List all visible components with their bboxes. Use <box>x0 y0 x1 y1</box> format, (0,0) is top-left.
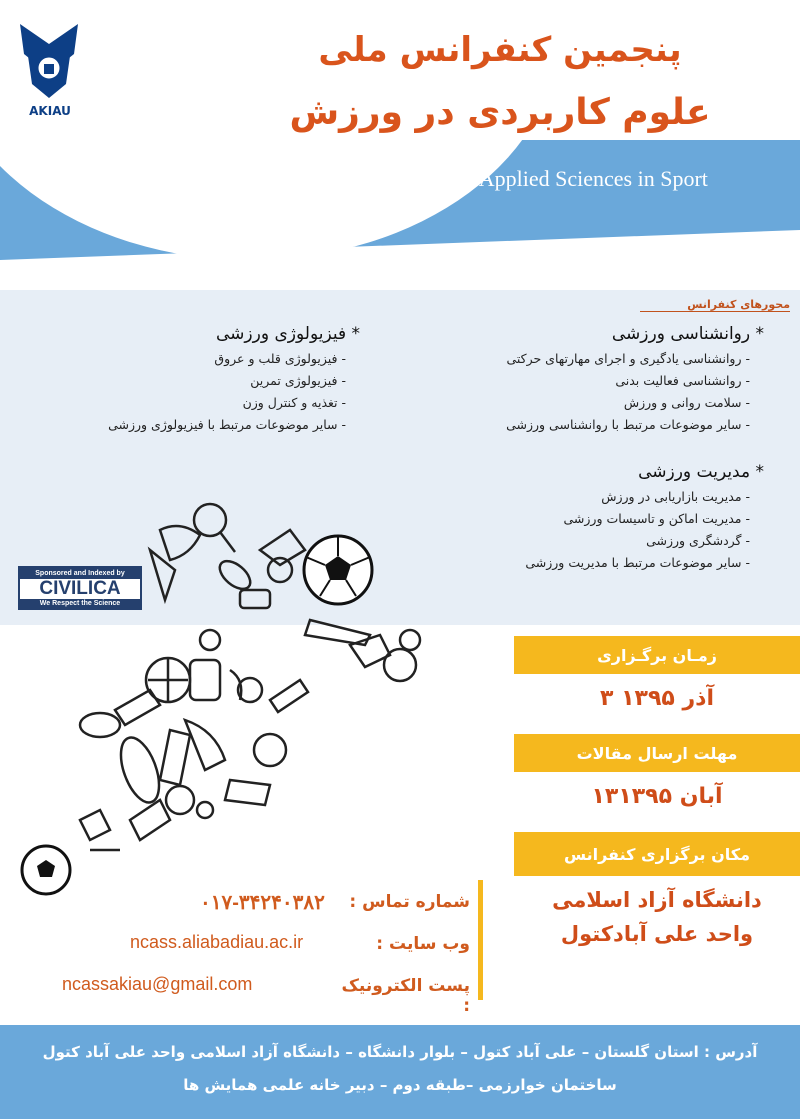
athlete-illustration <box>20 490 490 900</box>
topic-item: - مدیریت بازاریابی در ورزش <box>601 489 750 504</box>
conference-title-line1: پنجمین کنفرانس ملی <box>318 30 682 70</box>
venue-line1: دانشگاه آزاد اسلامی <box>552 888 762 912</box>
topic-item: - تغذیه و کنترل وزن <box>242 395 346 410</box>
topic-title: * فیزیولوژی ورزشی <box>216 324 360 344</box>
topic-item: - فیزیولوژی قلب و عروق <box>214 351 346 366</box>
topic-item: - سایر موضوعات مرتبط با روانشناسی ورزشی <box>506 417 750 432</box>
glove-icon <box>160 526 200 560</box>
venue-label-box <box>514 832 800 876</box>
venue-line2: واحد علی آبادکتول <box>560 922 754 946</box>
logo-text: AKIAU <box>29 104 71 118</box>
ordinal-suffix: th <box>258 125 282 150</box>
topic-item: - روانشناسی فعالیت بدنی <box>615 373 750 388</box>
rugby-ball-icon <box>113 733 166 808</box>
date-label-box <box>514 636 800 674</box>
topic-item: - سایر موضوعات مرتبط با مدیریت ورزشی <box>525 555 750 570</box>
stopwatch-icon <box>254 734 286 766</box>
civilica-tagline: We Respect the Science <box>20 599 140 608</box>
shoe-icon <box>240 590 270 608</box>
topic-physiology <box>20 324 360 436</box>
soccer-ball-icon <box>304 536 372 604</box>
phone-label: شماره تماس : <box>349 892 470 912</box>
phone-value[interactable]: ۰۱۷-۳۴۲۴۰۳۸۲ <box>200 892 325 914</box>
ice-skate-icon <box>185 720 225 770</box>
topic-title: * مدیریت ورزشی <box>638 462 764 482</box>
topic-item: - روانشناسی یادگیری و اجرای مهارتهای حرکتی <box>506 351 750 366</box>
topic-title: * روانشناسی ورزشی <box>611 324 764 344</box>
topic-item: - فیزیولوژی تمرین <box>250 373 346 388</box>
venue-label: مکان برگزاری کنفرانس <box>563 844 750 864</box>
conference-title-line2: علوم کاربردی در ورزش <box>289 92 711 133</box>
soccer-ball-icon <box>22 846 70 894</box>
date-label: زمـان برگـزاری <box>597 645 717 665</box>
address-line1: آدرس : استان گلستان – علی آباد کتول – بلوار دانشگاه – دانشگاه آزاد اسلامی واحد علی آباد کتول <box>42 1043 758 1061</box>
racket-head-icon <box>194 504 226 536</box>
football-icon <box>215 556 255 594</box>
website-link[interactable]: ncass.aliabadiau.ac.ir <box>130 932 304 952</box>
english-subtitle: National Conference of Applied Sciences in Sport <box>268 166 708 191</box>
topic-item: - سایر موضوعات مرتبط با فیزیولوژی ورزشی <box>108 417 346 432</box>
deadline-label: مهلت ارسال مقالات <box>576 743 738 763</box>
deadline-label-box <box>514 734 800 772</box>
topics-heading: محورهای کنفرانس <box>640 298 790 312</box>
table-tennis-paddle-icon <box>384 649 416 681</box>
email-link[interactable]: ncassakiau@gmail.com <box>62 974 253 994</box>
dumbbell-icon <box>80 810 110 840</box>
edition-number: 5 <box>176 79 248 209</box>
email-label: پست الکترونیک : <box>341 976 470 1016</box>
address-line2: ساختمان خوارزمی –طبقه دوم – دبیر خانه علمی همایش ها <box>183 1076 617 1094</box>
deadline-value: ۱۳آبان ۱۳۹۵ <box>591 784 723 809</box>
topic-item: - گردشگری ورزشی <box>646 533 750 548</box>
civilica-top: Sponsored and Indexed by <box>20 568 140 579</box>
topic-psychology <box>374 324 764 436</box>
civilica-name: CIVILICA <box>39 578 121 599</box>
topic-item: - سلامت روانی و ورزش <box>623 395 750 410</box>
website-label: وب سایت : <box>376 934 470 954</box>
date-value: ۳ آذر ۱۳۹۵ <box>600 686 714 711</box>
contact-divider <box>478 880 483 1000</box>
topic-item: - مدیریت اماکن و تاسیسات ورزشی <box>563 511 750 526</box>
civilica-badge[interactable] <box>18 566 142 610</box>
footer-address-band <box>0 1025 800 1119</box>
